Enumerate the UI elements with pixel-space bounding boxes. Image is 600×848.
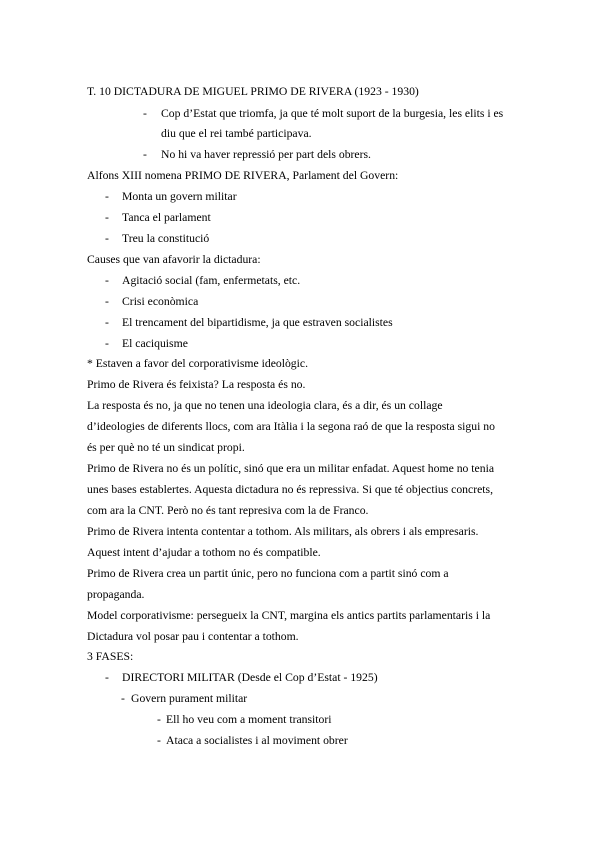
bullet-dash: -	[105, 211, 109, 224]
causes-item: El caciquisme	[122, 337, 188, 350]
paragraph-line: Primo de Rivera crea un partit únic, pero no funciona com a partit sinó com a	[87, 567, 449, 580]
bullet-dash: -	[105, 190, 109, 203]
causes-heading: Causes que van afavorir la dictadura:	[87, 253, 261, 266]
bullet-dash: -	[143, 107, 147, 120]
causes-item: El trencament del bipartidisme, ja que estraven socialistes	[122, 316, 393, 329]
causes-item: Agitació social (fam, enfermetats, etc.	[122, 274, 301, 287]
bullet-dash: -	[105, 232, 109, 245]
paragraph-line: propaganda.	[87, 588, 145, 601]
paragraph-line: d’ideologies de diferents llocs, com ara Itàlia i la segona raó de que la resposta sigui no	[87, 420, 495, 433]
alfons-item: Treu la constitució	[122, 232, 210, 245]
alfons-heading: Alfons XIII nomena PRIMO DE RIVERA, Parlament del Govern:	[87, 169, 399, 182]
fases-heading: 3 FASES:	[87, 650, 134, 663]
paragraph-line: com ara la CNT. Però no és tant represiva com la de Franco.	[87, 504, 369, 517]
causes-item: Crisi econòmica	[122, 295, 199, 308]
bullet-dash: -	[105, 316, 109, 329]
paragraph-line: unes bases establertes. Aquesta dictadura no és repressiva. Si que té objectius concrets,	[87, 483, 494, 496]
paragraph-line: és per què no té un sindicat propi.	[87, 441, 245, 454]
fase-item: DIRECTORI MILITAR (Desde el Cop d’Estat - 1925)	[122, 671, 378, 684]
bullet-dash: -	[157, 713, 161, 726]
alfons-item: Tanca el parlament	[122, 211, 211, 224]
bullet-dash: -	[105, 274, 109, 287]
intro-item-continuation: diu que el rei també participava.	[161, 127, 312, 140]
bullet-dash: -	[105, 295, 109, 308]
bullet-dash: -	[157, 734, 161, 747]
paragraph-line: Aquest intent d’ajudar a tothom no és compatible.	[87, 546, 321, 559]
paragraph-line: Dictadura vol posar pau i contentar a tothom.	[87, 630, 299, 643]
fase-subsubitem: Ataca a socialistes i al moviment obrer	[166, 734, 348, 747]
paragraph-line: La resposta és no, ja que no tenen una ideologia clara, és a dir, és un collage	[87, 399, 443, 412]
bullet-dash: -	[105, 337, 109, 350]
bullet-dash: -	[121, 692, 125, 705]
fase-subsubitem: Ell ho veu com a moment transitori	[166, 713, 332, 726]
paragraph-line: Primo de Rivera no és un polític, sinó que era un militar enfadat. Aquest home no tenia	[87, 462, 495, 475]
document-title: T. 10 DICTADURA DE MIGUEL PRIMO DE RIVERA (1923 - 1930)	[87, 85, 419, 98]
alfons-item: Monta un govern militar	[122, 190, 237, 203]
intro-item: No hi va haver repressió per part dels obrers.	[161, 148, 371, 161]
bullet-dash: -	[105, 671, 109, 684]
paragraph-line: * Estaven a favor del corporativisme ideològic.	[87, 357, 309, 370]
bullet-dash: -	[143, 148, 147, 161]
paragraph-line: Model corporativisme: persegueix la CNT, margina els antics partits parlamentaris i la	[87, 609, 491, 622]
paragraph-line: Primo de Rivera intenta contentar a tothom. Als militars, als obrers i als empresaris.	[87, 525, 479, 538]
fase-subitem: Govern purament militar	[131, 692, 248, 705]
paragraph-line: Primo de Rivera és feixista? La resposta és no.	[87, 378, 306, 391]
intro-item: Cop d’Estat que triomfa, ja que té molt suport de la burgesia, les elits i es	[161, 107, 504, 120]
